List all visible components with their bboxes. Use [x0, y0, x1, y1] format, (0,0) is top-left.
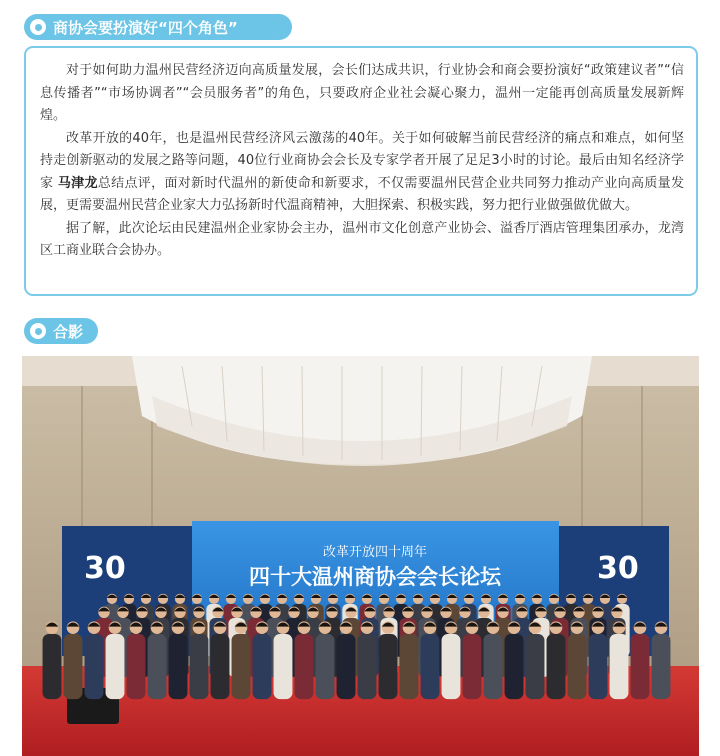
section-header-group-photo — [24, 318, 98, 344]
economist-name: 马津龙 — [57, 175, 98, 191]
anniversary-logo-left: 30 — [84, 551, 126, 586]
article-text-box — [24, 46, 698, 296]
section-title: 商协会要扮演好“四个角色” — [53, 18, 238, 37]
circle-bullet-icon — [30, 19, 46, 35]
banner-subtitle: 改革开放四十周年 — [322, 545, 428, 560]
section-header-four-roles — [24, 14, 292, 40]
paragraph-2: 改革开放的40年，也是温州民营经济风云激荡的40年。关于如何破解当前民营经济的痛点和难点，如何坚持走创新驱动的发展之路等问题，40位行业商协会会长及专家学者开展了足足3小时的讨论。最后由知名经济学家 马津龙总结点评，面对新时代温州的新使命和新要求，不仅需要温州民营企业共同努力推动产业向高质量发展，更需要温州民营企业家大力弘扬新时代温商精神，大胆探索、积极实践，努力把行业做强做优做大。 — [40, 130, 684, 213]
circle-bullet-icon — [30, 323, 46, 339]
anniversary-logo-right: 30 — [597, 551, 639, 586]
paragraph-3: 据了解，此次论坛由民建温州企业家协会主办，温州市文化创意产业协会、溢香厅酒店管理集团承办，龙湾区工商业联合会协办。 — [40, 220, 684, 258]
group-photo — [22, 356, 699, 756]
section-title: 合影 — [53, 322, 84, 341]
banner-title: 四十大温州商协会会长论坛 — [249, 564, 501, 589]
paragraph-1: 对于如何助力温州民营经济迈向高质量发展，会长们达成共识，行业协会和商会要扮演好“政策建议者”“信息传播者”“市场协调者”“会员服务者”的角色，只要政府企业社会凝心聚力，温州一定能再创高质量发展新辉煌。 — [40, 63, 684, 123]
